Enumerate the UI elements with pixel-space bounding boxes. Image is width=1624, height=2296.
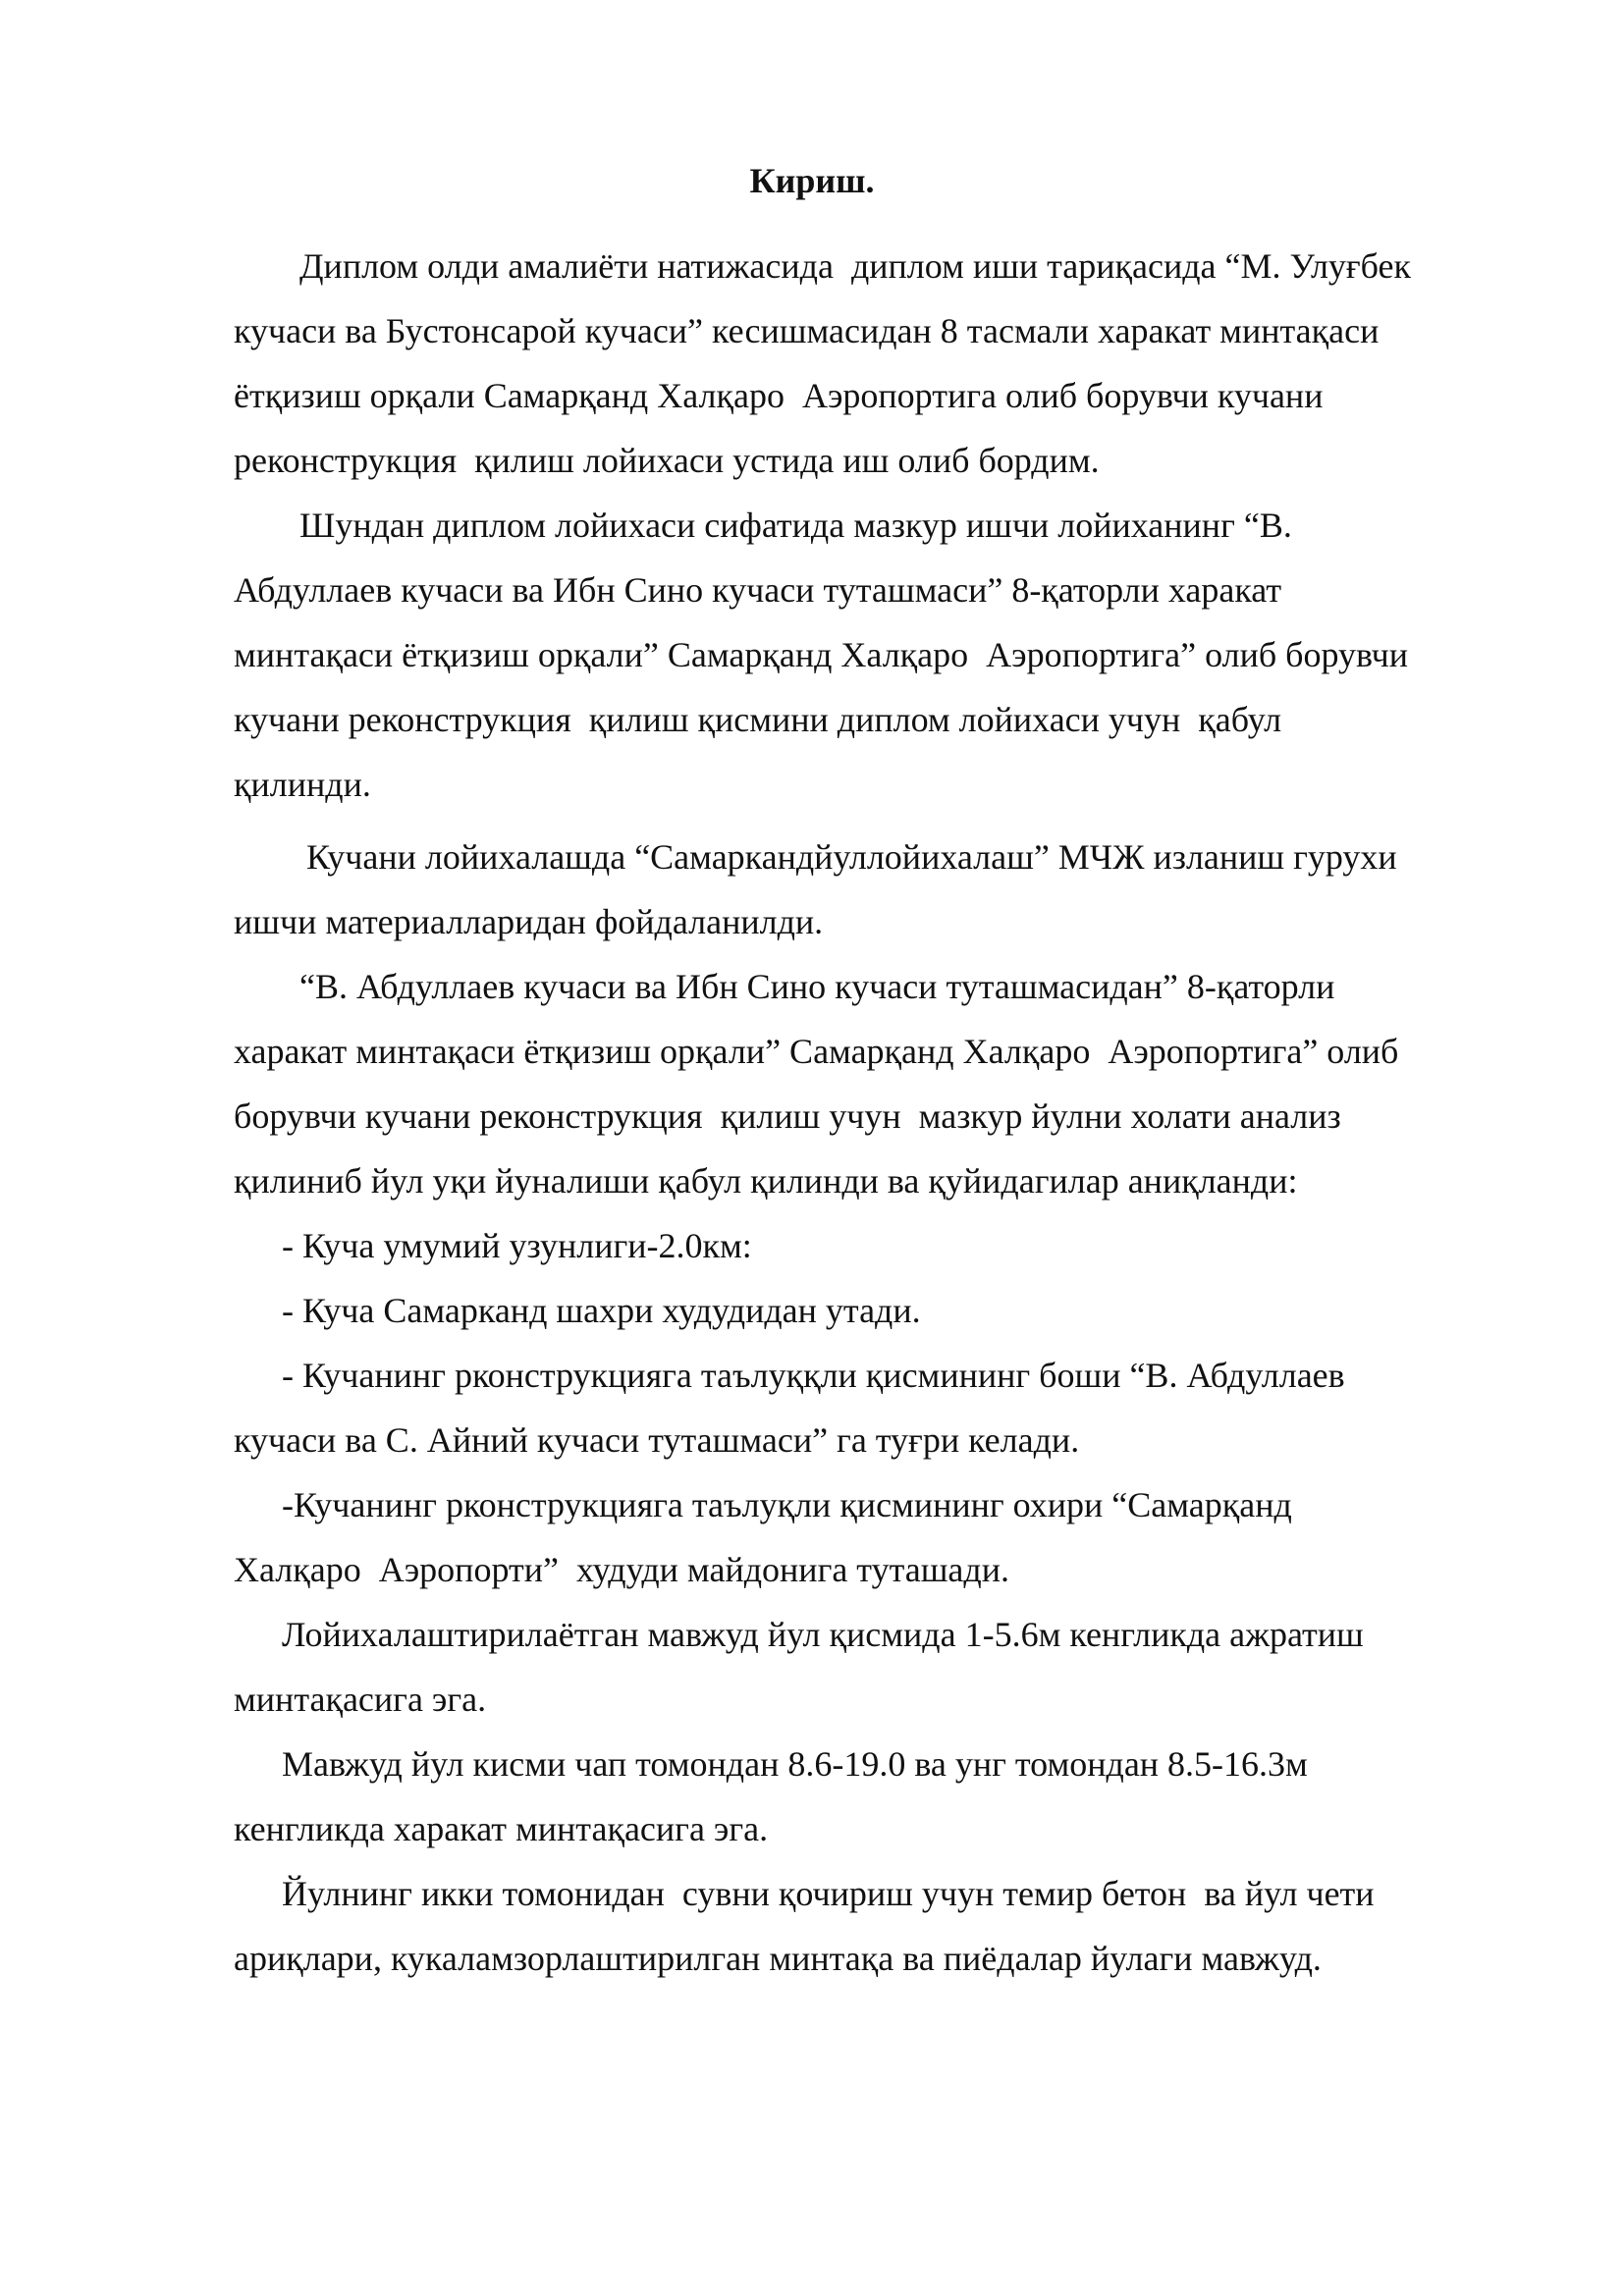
text-line: “В. Абдуллаев кучаси ва Ибн Сино кучаси туташмасидан” 8-қаторли — [299, 967, 1335, 1006]
text-line: Йулнинг икки томонидан сувни қочириш учун темир бетон ва йул чети — [282, 1874, 1375, 1913]
text-line: Лойихалаштирилаётган мавжуд йул қисмида 1-5.6м кенгликда ажратиш — [282, 1615, 1364, 1654]
text-line: минтақасига эга. — [234, 1680, 487, 1719]
text-line: ариқлари, кукаламзорлаштирилган минтақа ва пиёдалар йулаги мавжуд. — [234, 1939, 1322, 1978]
text-line: харакат минтақаси ётқизиш орқали” Самарқанд Халқаро Аэропортига” олиб — [234, 1032, 1399, 1071]
list-item: - Куча умумий узунлиги-2.0км: — [282, 1226, 752, 1265]
list-item: - Кучанинг рконструкцияга таълуққли қисмининг боши “В. Абдуллаев — [282, 1356, 1345, 1395]
text-line: ишчи материалларидан фойдаланилди. — [234, 902, 824, 941]
text-line: кенгликда харакат минтақасига эга. — [234, 1809, 769, 1848]
text-line: ётқизиш орқали Самарқанд Халқаро Аэропортига олиб борувчи кучани — [234, 376, 1324, 415]
text-line: кучаси ва Бустонсарой кучаси” кесишмасидан 8 тасмали харакат минтақаси — [234, 311, 1380, 350]
text-line: борувчи кучани реконструкция қилиш учун мазкур йулни холати анализ — [234, 1096, 1341, 1136]
text-line: қилинди. — [234, 765, 371, 804]
text-line: Кучани лойихалашда “Самаркандйуллойихалаш” МЧЖ изланиш гурухи — [306, 837, 1397, 877]
text-line: қилиниб йул уқи йуналиши қабул қилинди ва қуйидагилар аниқланди: — [234, 1161, 1298, 1201]
text-line: Мавжуд йул кисми чап томондан 8.6-19.0 ва унг томондан 8.5-16.3м — [282, 1744, 1308, 1784]
text-line: Халқаро Аэропорти” худуди майдонига туташади. — [234, 1550, 1009, 1589]
text-line: реконструкция қилиш лойихаси устида иш олиб бордим. — [234, 441, 1100, 480]
page-title: Кириш. — [749, 161, 875, 200]
list-item: - Куча Самарканд шахри худудидан утади. — [282, 1291, 921, 1330]
text-line: минтақаси ётқизиш орқали” Самарқанд Халқаро Аэропортига” олиб борувчи — [234, 635, 1408, 674]
text-line: Шундан диплом лойихаси сифатида мазкур ишчи лойиханинг “В. — [299, 506, 1292, 545]
text-line: кучани реконструкция қилиш қисмини диплом лойихаси учун қабул — [234, 700, 1282, 739]
text-line: кучаси ва С. Айний кучаси туташмаси” га туғри келади. — [234, 1420, 1080, 1460]
text-line: Абдуллаев кучаси ва Ибн Сино кучаси туташмаси” 8-қаторли харакат — [234, 570, 1282, 610]
list-item: -Кучанинг рконструкцияга таълуқли қисмининг охири “Самарқанд — [282, 1485, 1292, 1524]
text-line: Диплом олди амалиёти натижасида диплом иши тариқасида “М. Улуғбек — [299, 246, 1411, 286]
